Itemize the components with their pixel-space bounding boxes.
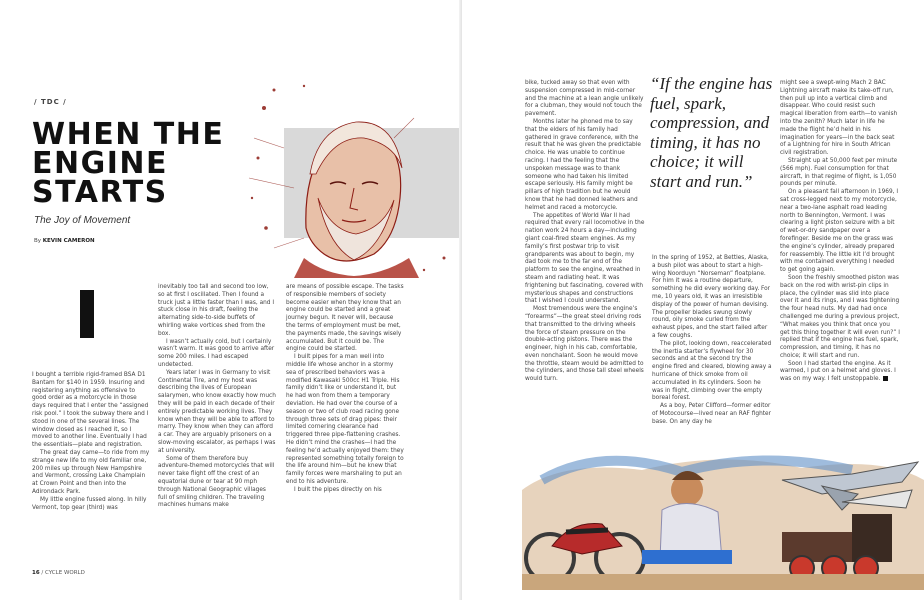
article-deck: The Joy of Movement [34,215,131,226]
paragraph: might see a swept-wing Mach 2 BAC Lightning aircraft make its take-off run, then pull up into a vertical climb and disappear. Who could resist such magical liberation from earth—to vanish into the zenith? Much later in life he made the flight he’d held in his imagination for years—in the back seat of a Lightning for hire in South African civil registration. [780,80,898,157]
paragraph: are means of possible escape. The tasks of responsible members of society become easier when they know that an engine could be started and a great journey begun. It never will, because the terms of employment must be met, the payments made, the savings wisely accumulated. But it could be. The engine could be started. [286,284,404,353]
paragraph: Years later I was in Germany to visit Continental Tire, and my host was describing the lives of European salarymen, who know exactly how much they will be paid in each decade of their entirely predictable working lives. They know when they will be able to afford to marry. They know when they can afford a car. They are arguably prisoners on a slow-moving escalator, as perhaps I was at university. [158,369,276,454]
byline-prefix: By [34,238,42,244]
byline-author: KEVIN CAMERON [42,238,95,244]
paragraph: Soon the freshly smoothed piston was back on the rod with wrist-pin clips in place, the cylinder was slid into place over it and its rings, and I was tightening the four head nuts. My dad had once challenged me during a previous project, “What makes you think that once you get this thing together it will even run?” I replied that if the engine has fuel, spark, compression, and timing, it has no choice; it will start and run. [780,274,900,359]
paragraph: I bought a terrible rigid-framed BSA D1 Bantam for $140 in 1959. Insuring and registering anything as offensive to good order as a motorcycle in those days required that I enter the “assigned risk pool.” I took the subway there and I stood in one of the several lines. The window closed as I reached it, so I moved to another line. Eventually I had the essentials—plate and registration. [32,372,149,449]
text-column-4 [525,80,645,384]
paragraph: I built the pipes directly on his [294,486,382,493]
paragraph: The appetites of World War II had required that every rail locomotive in the nation work 24 hours a day—including giant coal-fired steam engines. As my family’s first postwar trip to visit grandparents was about to begin, my dad took me to the far end of the platform to see the engine, wreathed in steam and radiating heat. It was frightening but fascinating, covered with mysterious shapes and constructions that I wished I could understand. [525,212,645,305]
paragraph: I wasn’t actually cold, but I certainly wasn’t warm. It was good to arrive after some 200 miles. I had escaped undetected. [158,338,275,368]
paragraph: Some of them therefore buy adventure-themed motorcycles that will never take flight off the crest of an equatorial dune or tear at 90 mph through National Geographic villages full of smiling children. The traveling machines humans make [158,455,275,509]
magazine-name: / CYCLE WORLD [41,570,85,576]
paragraph: inevitably too tall and second too low, so at first I oscillated. Then I found a truck just a little faster than I was, and I stuck close in his draft, feeling the alternating side-to-side buffets of whirling wake vortices shed from the box. [158,284,275,337]
author-portrait-illustration [244,78,464,278]
paragraph: On a pleasant fall afternoon in 1969, I sat cross-legged next to my motorcycle, near a two-lane asphalt road leading north to Bennington, Vermont. I was clearing a light piston seizure with a bit of wet-or-dry sandpaper over a forefinger. Beside me on the grass was the engine’s cylinder, already prepared for reassembly. The little kit I’d brought with me contained everything I needed to get going again. [780,189,899,274]
paragraph: The great day came—to ride from my strange new life to my old familiar one, 200 miles up through New Hampshire and Vermont, crossing Lake Champlain at Crown Point and then into the Adirondack Park. [32,449,150,495]
paragraph: Months later he phoned me to say that the elders of his family had gathered in grave conference, with the result that he was given the predictable choice. He was unable to continue racing. I had the feeling that the unspoken message was to thank someone who had taken his limited escape seriously. His family might be pillars of high tradition but he would know that he had donned leathers and helmet and raced a motorcycle. [525,118,641,211]
text-column-2 [158,284,276,510]
paragraph: My little engine fussed along. In hilly Vermont, top gear (third) was [32,496,147,511]
paragraph: The pilot, looking down, reaccelerated the inertia starter’s flywheel for 30 seconds and at the second try the engine fired and cleared, blowing away a hurricane of thick smoke from oil accumulated in its cylinders. Soon he was in flight, climbing over the empty boreal forest. [652,340,772,402]
text-column-1 [32,372,150,512]
page-number: 16 [32,570,40,576]
section-kicker: / TDC / [34,98,67,106]
drop-cap [80,290,94,338]
byline [34,238,95,244]
text-column-5 [652,255,772,427]
right-page [462,0,924,600]
paragraph: bike, tucked away so that even with suspension compressed in mid-corner and the machine at a lean angle unlikely for a clubman, they would not touch the pavement. [525,80,644,118]
end-mark [883,376,888,381]
final-sentence: Soon I had started the engine. As it warmed, I put on a helmet and gloves. I was on my way. I felt unstoppable. [780,360,896,383]
paragraph: Most tremendous were the engine’s “forearms”—the great steel driving rods that transmitted to the driving wheels the force of steam pressure on the double-acting pistons. There was the engineer, high in his cab, comfortable, even nonchalant. Soon he would move the throttle, steam would be admitted to the cylinders, and those tall steel wheels would turn. [525,306,644,383]
motorcycle-illustration [522,450,924,590]
paragraph: Straight up at 50,000 feet per minute (566 mph). Fuel consumption for that aircraft, in that regime of flight, is 1,050 pounds per minute. [780,157,898,188]
text-column-3 [286,284,404,495]
paragraph [780,361,900,384]
paragraph: In the spring of 1952, at Bettles, Alaska, a bush pilot was about to start a high-wing Noorduyn “Norseman” floatplane. For him it was a routine departure, something he did every working day. For me, 10 years old, it was an irresistible display of the power of human devising. The propeller blades swung slowly round, oily smoke curled from the exhaust pipes, and the start failed after a few coughs. [652,255,771,339]
pull-quote: “If the engine has fuel, spark, compression, and timing, it has no choice; it will start and run.” [650,74,773,191]
paragraph: I built pipes for a man well into middle life whose anchor in a stormy sea of prescribed behaviors was a modified Kawasaki 500cc H1 Triple. His family didn’t like or understand it, but he had won from them a temporary deviation. He had over the course of a season or two of club road racing gone through three sets of drag pipes: their limited cornering clearance had triggered three pipe-flattening crashes. He didn’t mind the crashes—I had the feeling he’d actually enjoyed them: they represented something totally foreign to the life around him—but he knew that family forces were marshaling to put an end to his adventure. [286,354,404,485]
text-column-6 [780,80,900,384]
paragraph: As a boy, Peter Clifford—former editor of Motocourse—lived near an RAF fighter base. On any day he [652,403,771,425]
page-folio [32,570,85,576]
article-headline: WHEN THE ENGINE STARTS [32,117,225,210]
